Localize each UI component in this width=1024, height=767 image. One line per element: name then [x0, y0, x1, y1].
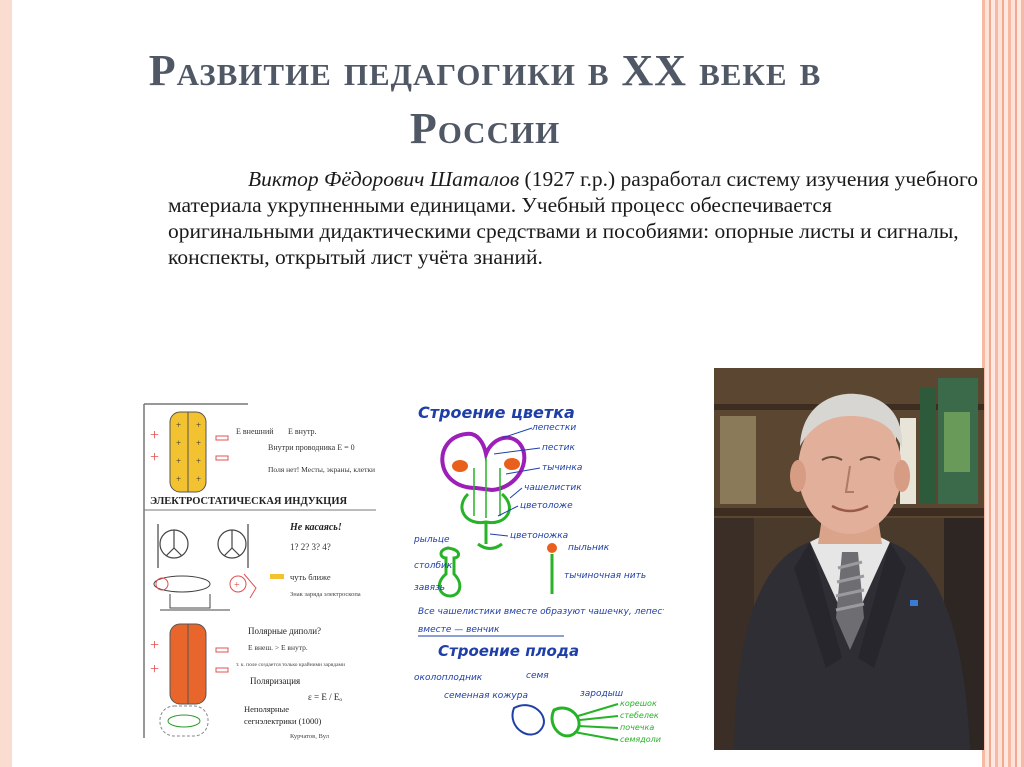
formula-label: ε = E / Eₒ: [308, 692, 342, 702]
e-compare-label: E внеш. > E внутр.: [248, 643, 308, 652]
filament-label: тычиночная нить: [564, 571, 647, 581]
questions-label: 1? 2? 3? 4?: [290, 542, 331, 552]
peduncle-label: цветоножка: [510, 531, 569, 541]
svg-text:+: +: [150, 637, 160, 654]
svg-text:+: +: [176, 474, 182, 484]
slide-body-text: [168, 166, 978, 270]
root-label: корешок: [620, 699, 657, 708]
seed-label: семя: [526, 671, 549, 681]
note-label: т. к. поле создается только крайними зарядами: [236, 662, 345, 668]
ovary-label: завязь: [414, 583, 446, 593]
cotyledons-label: семядоли: [620, 735, 661, 744]
svg-text:+: +: [196, 456, 202, 466]
polarization-label: Поляризация: [250, 676, 301, 686]
fruit-title: Строение плода: [438, 642, 580, 660]
sepals-label: чашелистик: [524, 483, 582, 493]
author-name: Виктор Фёдорович Шаталов: [248, 167, 520, 191]
petals-label: лепестки: [532, 423, 577, 433]
corolla-sentence: вместе — венчик: [418, 625, 500, 635]
title-line-1: Развитие педагогики в XX веке в: [148, 46, 822, 95]
svg-text:+: +: [176, 420, 182, 430]
stem-label: стебелек: [620, 711, 659, 720]
receptacle-label: цветоложе: [520, 501, 573, 511]
physics-support-sheet: [140, 398, 380, 744]
anther-label: пыльник: [568, 543, 610, 553]
no-touch-label: Не касаясь!: [290, 522, 342, 533]
svg-text:+: +: [176, 438, 182, 448]
svg-text:+: +: [150, 661, 160, 678]
biology-support-sheet: [414, 398, 664, 744]
svg-text:+: +: [234, 580, 240, 591]
charge-sign-label: Знак заряда электроскопа: [290, 591, 361, 598]
authors-label: Курчатов, Вул: [290, 733, 329, 740]
svg-text:+: +: [196, 474, 202, 484]
induction-header: ЭЛЕКТРОСТАТИЧЕСКАЯ ИНДУКЦИЯ: [150, 496, 348, 507]
pistil-label: пестик: [542, 443, 575, 453]
e-ext-label: E внешний: [236, 427, 274, 436]
svg-text:+: +: [176, 456, 182, 466]
right-frame-stripes: [982, 0, 1024, 767]
flower-title: Строение цветка: [418, 403, 575, 422]
style-label: столбик: [414, 561, 453, 571]
slide-title: [60, 42, 910, 158]
portrait-photo: [714, 368, 984, 750]
pericarp-label: околоплодник: [414, 673, 483, 683]
no-field-label: Поля нет! Месты, экраны, клетки: [268, 465, 376, 474]
stamen-label: тычинка: [542, 463, 583, 473]
svg-text:+: +: [150, 427, 160, 444]
title-line-2: России: [409, 104, 561, 153]
segno-label: сегнэлектрики (1000): [244, 716, 322, 726]
bud-label: почечка: [620, 723, 655, 732]
e-int-label: E внутр.: [288, 427, 317, 436]
nonpolar-label: Неполярные: [244, 704, 290, 714]
svg-text:+: +: [196, 420, 202, 430]
svg-text:+: +: [150, 449, 160, 466]
left-frame-strip: [0, 0, 12, 767]
svg-text:+: +: [196, 438, 202, 448]
sepals-sentence: Все чашелистики вместе образуют чашечку, лепестки: [418, 607, 664, 617]
closer-label: чуть ближе: [290, 572, 331, 582]
inside-label: Внутри проводника E = 0: [268, 443, 355, 452]
stigma-label: рыльце: [414, 535, 450, 545]
body-description: (1927 г.р.) разработал систему изучения учебного материала укрупненными единицами. Учебный процесс обеспечивается оригинальными дидактическими средствами и пособиями: опорные листы и сигналы, конспекты, открытый лист учёта знаний.: [168, 167, 979, 269]
seedcoat-label: семенная кожура: [444, 691, 528, 701]
polar-question: Полярные диполи?: [248, 626, 322, 636]
embryo-label: зародыш: [580, 689, 624, 699]
